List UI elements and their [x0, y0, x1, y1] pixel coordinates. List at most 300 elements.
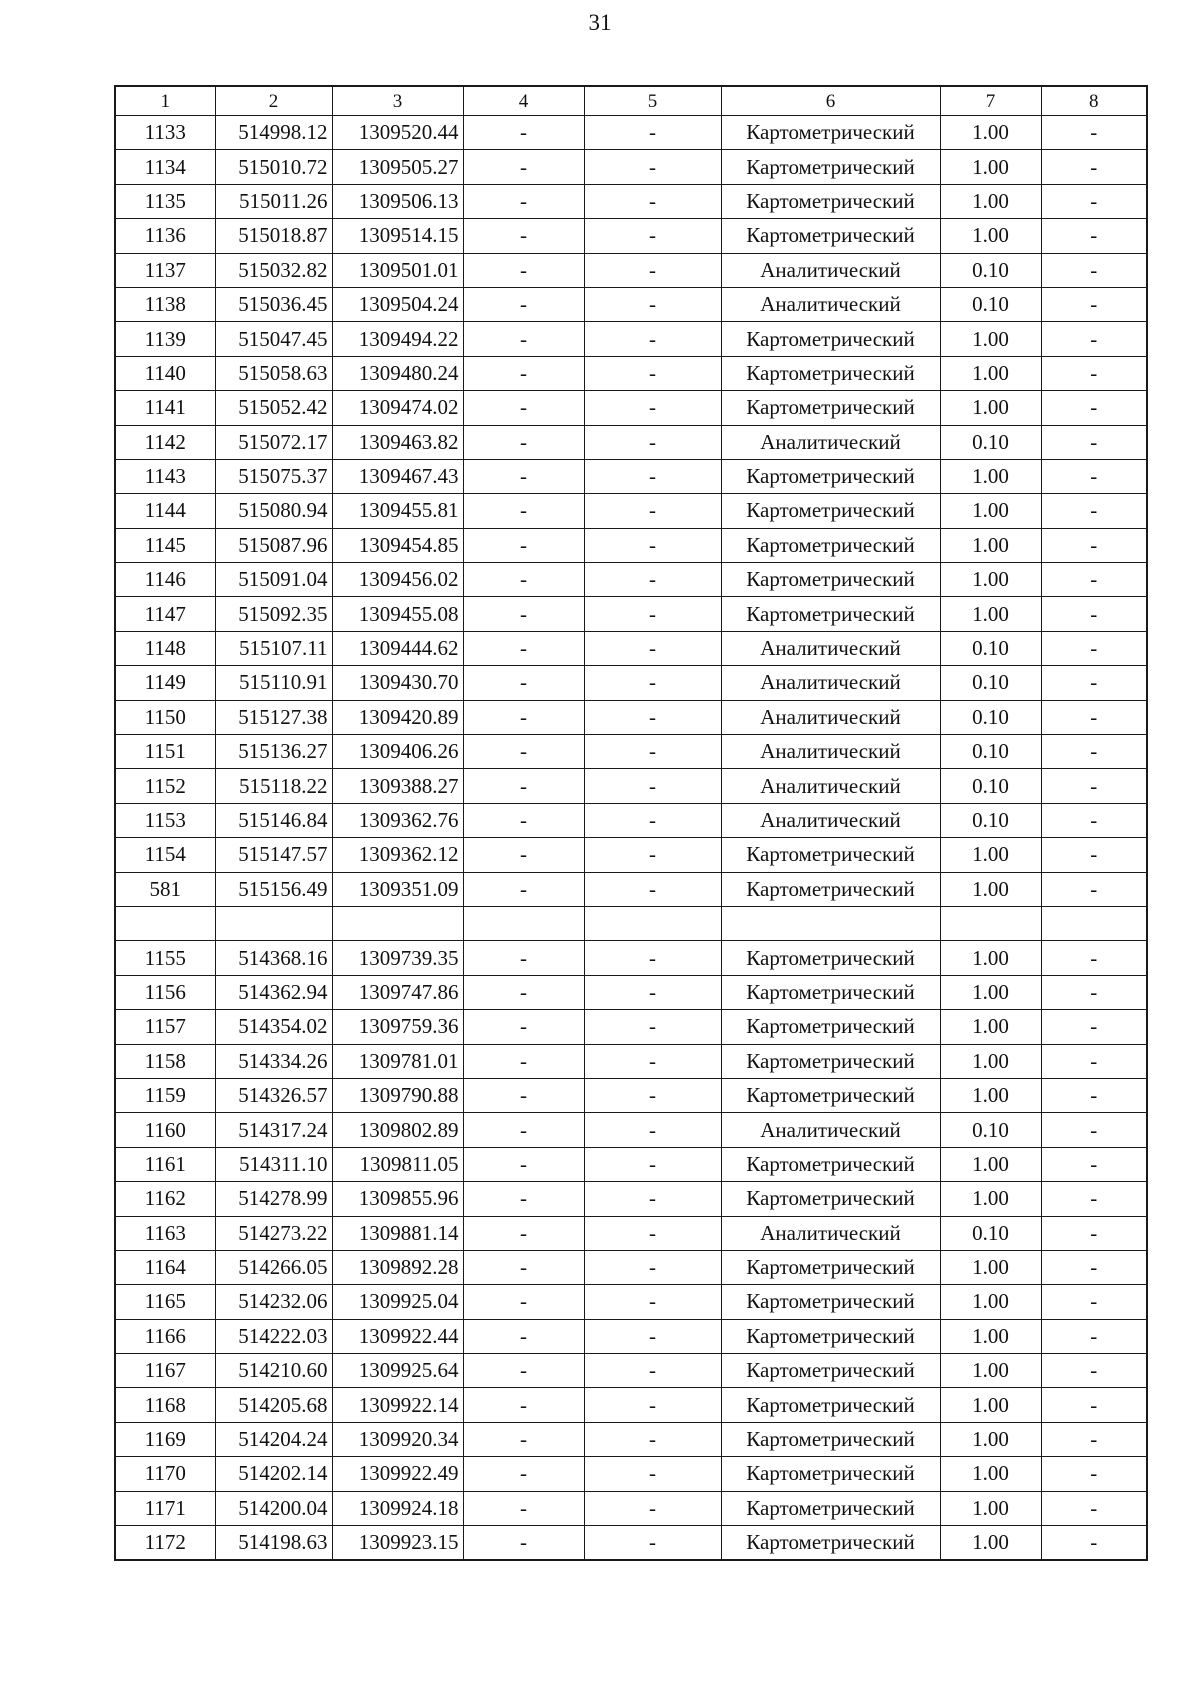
y-coordinate-cell: 1309444.62: [332, 631, 463, 665]
table-row: [115, 1388, 1147, 1422]
method-cell: Аналитический: [721, 425, 940, 459]
accuracy-cell: 1.00: [940, 184, 1041, 218]
y-coordinate-cell: 1309504.24: [332, 287, 463, 321]
method-cell: Картометрический: [721, 116, 940, 150]
col-4-value-cell: -: [463, 391, 584, 425]
table-body: [115, 86, 1147, 1560]
method-cell: Картометрический: [721, 975, 940, 1009]
method-cell: Картометрический: [721, 1250, 940, 1284]
col-5-value-cell: -: [584, 631, 721, 665]
x-coordinate-cell: 515052.42: [215, 391, 332, 425]
accuracy-cell: 1.00: [940, 1250, 1041, 1284]
x-coordinate-cell: 514368.16: [215, 941, 332, 975]
accuracy-cell: 0.10: [940, 1113, 1041, 1147]
accuracy-cell: 1.00: [940, 219, 1041, 253]
y-coordinate-cell: [332, 906, 463, 940]
accuracy-cell: 0.10: [940, 769, 1041, 803]
accuracy-cell: 1.00: [940, 356, 1041, 390]
point-number-cell: 1158: [115, 1044, 215, 1078]
y-coordinate-cell: 1309506.13: [332, 184, 463, 218]
accuracy-cell: 1.00: [940, 838, 1041, 872]
accuracy-cell: 0.10: [940, 631, 1041, 665]
col-8-value-cell: -: [1041, 391, 1147, 425]
point-number-cell: 1167: [115, 1354, 215, 1388]
point-number-cell: 1172: [115, 1526, 215, 1561]
col-5-value-cell: -: [584, 803, 721, 837]
method-cell: Картометрический: [721, 597, 940, 631]
method-cell: Картометрический: [721, 1010, 940, 1044]
col-4-value-cell: -: [463, 838, 584, 872]
x-coordinate-cell: 515018.87: [215, 219, 332, 253]
y-coordinate-cell: 1309790.88: [332, 1078, 463, 1112]
col-4-value-cell: -: [463, 219, 584, 253]
y-coordinate-cell: 1309802.89: [332, 1113, 463, 1147]
method-cell: Картометрический: [721, 1526, 940, 1561]
col-4-value-cell: -: [463, 1319, 584, 1353]
table-row: [115, 1457, 1147, 1491]
point-number-cell: 1152: [115, 769, 215, 803]
col-5-value-cell: -: [584, 391, 721, 425]
col-8-value-cell: -: [1041, 253, 1147, 287]
table-row: [115, 803, 1147, 837]
y-coordinate-cell: 1309480.24: [332, 356, 463, 390]
col-5-value-cell: -: [584, 666, 721, 700]
point-number-cell: 1138: [115, 287, 215, 321]
col-8-value-cell: -: [1041, 528, 1147, 562]
accuracy-cell: 1.00: [940, 872, 1041, 906]
method-cell: Аналитический: [721, 1113, 940, 1147]
table-row: [115, 1078, 1147, 1112]
col-5-value-cell: -: [584, 425, 721, 459]
col-5-value-cell: -: [584, 941, 721, 975]
col-8-value-cell: -: [1041, 1182, 1147, 1216]
y-coordinate-cell: 1309454.85: [332, 528, 463, 562]
accuracy-cell: 1.00: [940, 597, 1041, 631]
y-coordinate-cell: 1309455.81: [332, 494, 463, 528]
x-coordinate-cell: 514998.12: [215, 116, 332, 150]
col-5-value-cell: -: [584, 872, 721, 906]
x-coordinate-cell: 515032.82: [215, 253, 332, 287]
table-row: [115, 116, 1147, 150]
x-coordinate-cell: 515091.04: [215, 563, 332, 597]
accuracy-cell: 1.00: [940, 1388, 1041, 1422]
col-4-value-cell: -: [463, 700, 584, 734]
x-coordinate-cell: 514317.24: [215, 1113, 332, 1147]
x-coordinate-cell: 514198.63: [215, 1526, 332, 1561]
col-5-value-cell: -: [584, 1388, 721, 1422]
point-number-cell: 1147: [115, 597, 215, 631]
table-row: [115, 1285, 1147, 1319]
method-cell: Картометрический: [721, 1182, 940, 1216]
col-5-value-cell: -: [584, 769, 721, 803]
y-coordinate-cell: 1309759.36: [332, 1010, 463, 1044]
col-4-value-cell: -: [463, 494, 584, 528]
accuracy-cell: 1.00: [940, 1457, 1041, 1491]
y-coordinate-cell: 1309388.27: [332, 769, 463, 803]
col-8-value-cell: -: [1041, 219, 1147, 253]
method-cell: Картометрический: [721, 1354, 940, 1388]
col-8-value-cell: -: [1041, 803, 1147, 837]
method-cell: Картометрический: [721, 356, 940, 390]
x-coordinate-cell: 515118.22: [215, 769, 332, 803]
y-coordinate-cell: 1309892.28: [332, 1250, 463, 1284]
accuracy-cell: 0.10: [940, 253, 1041, 287]
y-coordinate-cell: 1309351.09: [332, 872, 463, 906]
col-8-value-cell: -: [1041, 872, 1147, 906]
col-4-value-cell: -: [463, 1113, 584, 1147]
col-5-value-cell: -: [584, 1526, 721, 1561]
table-row: [115, 528, 1147, 562]
x-coordinate-cell: 514205.68: [215, 1388, 332, 1422]
col-4-value-cell: -: [463, 631, 584, 665]
point-number-cell: 1144: [115, 494, 215, 528]
accuracy-cell: 1.00: [940, 1526, 1041, 1561]
point-number-cell: 1137: [115, 253, 215, 287]
point-number-cell: 1134: [115, 150, 215, 184]
col-5-value-cell: -: [584, 116, 721, 150]
table-header-row: [115, 86, 1147, 116]
accuracy-cell: 1.00: [940, 494, 1041, 528]
method-cell: Аналитический: [721, 666, 940, 700]
point-number-cell: 1143: [115, 459, 215, 493]
col-4-value-cell: -: [463, 769, 584, 803]
table-row: [115, 769, 1147, 803]
table-row: [115, 1354, 1147, 1388]
x-coordinate-cell: 514210.60: [215, 1354, 332, 1388]
col-4-value-cell: -: [463, 666, 584, 700]
col-8-value-cell: -: [1041, 425, 1147, 459]
table-separator-row: [115, 906, 1147, 940]
y-coordinate-cell: 1309474.02: [332, 391, 463, 425]
col-8-value-cell: -: [1041, 494, 1147, 528]
y-coordinate-cell: 1309925.04: [332, 1285, 463, 1319]
method-cell: Картометрический: [721, 1457, 940, 1491]
method-cell: Картометрический: [721, 184, 940, 218]
accuracy-cell: 1.00: [940, 150, 1041, 184]
y-coordinate-cell: 1309920.34: [332, 1422, 463, 1456]
method-cell: Картометрический: [721, 563, 940, 597]
col-4-value-cell: -: [463, 356, 584, 390]
accuracy-cell: 0.10: [940, 666, 1041, 700]
y-coordinate-cell: 1309747.86: [332, 975, 463, 1009]
accuracy-cell: 1.00: [940, 1010, 1041, 1044]
col-4-value-cell: -: [463, 150, 584, 184]
col-4-value-cell: -: [463, 597, 584, 631]
point-number-cell: 1135: [115, 184, 215, 218]
col-5-value-cell: -: [584, 563, 721, 597]
method-cell: Картометрический: [721, 1078, 940, 1112]
x-coordinate-cell: 515146.84: [215, 803, 332, 837]
y-coordinate-cell: 1309924.18: [332, 1491, 463, 1525]
x-coordinate-cell: 515047.45: [215, 322, 332, 356]
col-8-value-cell: -: [1041, 1078, 1147, 1112]
point-number-cell: 1161: [115, 1147, 215, 1181]
point-number-cell: 1171: [115, 1491, 215, 1525]
x-coordinate-cell: 515010.72: [215, 150, 332, 184]
col-5-value-cell: -: [584, 1216, 721, 1250]
y-coordinate-cell: 1309922.14: [332, 1388, 463, 1422]
method-cell: Аналитический: [721, 803, 940, 837]
col-8-value-cell: -: [1041, 735, 1147, 769]
col-5-value-cell: -: [584, 1422, 721, 1456]
table-row: [115, 1526, 1147, 1561]
col-5-value-cell: -: [584, 528, 721, 562]
col-4-value-cell: -: [463, 1044, 584, 1078]
table-row: [115, 1216, 1147, 1250]
x-coordinate-cell: 515107.11: [215, 631, 332, 665]
col-5-value-cell: -: [584, 1044, 721, 1078]
col-5-value-cell: -: [584, 1078, 721, 1112]
col-4-value-cell: -: [463, 1388, 584, 1422]
col-4-value-cell: -: [463, 1078, 584, 1112]
x-coordinate-cell: 515110.91: [215, 666, 332, 700]
point-number-cell: 1156: [115, 975, 215, 1009]
point-number-cell: 1155: [115, 941, 215, 975]
y-coordinate-cell: 1309923.15: [332, 1526, 463, 1561]
point-number-cell: 1133: [115, 116, 215, 150]
accuracy-cell: 1.00: [940, 563, 1041, 597]
col-8-value-cell: -: [1041, 1044, 1147, 1078]
col-4-value-cell: -: [463, 1285, 584, 1319]
col-8-value-cell: -: [1041, 1491, 1147, 1525]
col-5-value-cell: -: [584, 1285, 721, 1319]
col-5-value-cell: -: [584, 735, 721, 769]
col-8-value-cell: -: [1041, 631, 1147, 665]
y-coordinate-cell: 1309520.44: [332, 116, 463, 150]
accuracy-cell: 0.10: [940, 735, 1041, 769]
table-row: [115, 150, 1147, 184]
method-cell: Аналитический: [721, 700, 940, 734]
table-row: [115, 1147, 1147, 1181]
x-coordinate-cell: 514200.04: [215, 1491, 332, 1525]
point-number-cell: 1145: [115, 528, 215, 562]
col-5-value-cell: -: [584, 1182, 721, 1216]
x-coordinate-cell: 514326.57: [215, 1078, 332, 1112]
table-row: [115, 597, 1147, 631]
x-coordinate-cell: 515058.63: [215, 356, 332, 390]
col-5-value-cell: -: [584, 322, 721, 356]
table-row: [115, 735, 1147, 769]
y-coordinate-cell: 1309855.96: [332, 1182, 463, 1216]
table-row: [115, 1250, 1147, 1284]
col-8-value-cell: -: [1041, 1147, 1147, 1181]
point-number-cell: 1168: [115, 1388, 215, 1422]
table-row: [115, 356, 1147, 390]
col-8-value-cell: -: [1041, 184, 1147, 218]
y-coordinate-cell: 1309406.26: [332, 735, 463, 769]
y-coordinate-cell: 1309456.02: [332, 563, 463, 597]
method-cell: Картометрический: [721, 322, 940, 356]
col-8-value-cell: -: [1041, 1250, 1147, 1284]
col-4-value-cell: -: [463, 735, 584, 769]
table-row: [115, 494, 1147, 528]
table-row: [115, 941, 1147, 975]
point-number-cell: 1139: [115, 322, 215, 356]
point-number-cell: 1160: [115, 1113, 215, 1147]
col-8-value-cell: -: [1041, 838, 1147, 872]
y-coordinate-cell: 1309463.82: [332, 425, 463, 459]
point-number-cell: [115, 906, 215, 940]
point-number-cell: 1163: [115, 1216, 215, 1250]
point-number-cell: 1170: [115, 1457, 215, 1491]
method-cell: Картометрический: [721, 1319, 940, 1353]
x-coordinate-cell: 515080.94: [215, 494, 332, 528]
col-4-value-cell: -: [463, 1147, 584, 1181]
method-cell: Аналитический: [721, 735, 940, 769]
method-cell: Картометрический: [721, 838, 940, 872]
col-8-value-cell: -: [1041, 975, 1147, 1009]
col-5-value-cell: -: [584, 356, 721, 390]
accuracy-cell: 1.00: [940, 1147, 1041, 1181]
x-coordinate-cell: 514311.10: [215, 1147, 332, 1181]
column-header-6: 6: [721, 86, 940, 116]
accuracy-cell: 1.00: [940, 1285, 1041, 1319]
col-5-value-cell: -: [584, 1319, 721, 1353]
point-number-cell: 1141: [115, 391, 215, 425]
col-8-value-cell: -: [1041, 287, 1147, 321]
method-cell: [721, 906, 940, 940]
y-coordinate-cell: 1309922.44: [332, 1319, 463, 1353]
col-8-value-cell: -: [1041, 563, 1147, 597]
accuracy-cell: 1.00: [940, 116, 1041, 150]
y-coordinate-cell: 1309514.15: [332, 219, 463, 253]
y-coordinate-cell: 1309505.27: [332, 150, 463, 184]
column-header-7: 7: [940, 86, 1041, 116]
col-5-value-cell: -: [584, 838, 721, 872]
method-cell: Картометрический: [721, 1388, 940, 1422]
col-8-value-cell: -: [1041, 769, 1147, 803]
col-5-value-cell: -: [584, 287, 721, 321]
x-coordinate-cell: [215, 906, 332, 940]
x-coordinate-cell: 515087.96: [215, 528, 332, 562]
point-number-cell: 1162: [115, 1182, 215, 1216]
col-5-value-cell: -: [584, 1147, 721, 1181]
col-5-value-cell: -: [584, 1354, 721, 1388]
method-cell: Картометрический: [721, 391, 940, 425]
column-header-8: 8: [1041, 86, 1147, 116]
table-row: [115, 563, 1147, 597]
col-4-value-cell: -: [463, 287, 584, 321]
table-row: [115, 322, 1147, 356]
col-4-value-cell: -: [463, 1491, 584, 1525]
col-8-value-cell: [1041, 906, 1147, 940]
point-number-cell: 1140: [115, 356, 215, 390]
col-8-value-cell: -: [1041, 1113, 1147, 1147]
method-cell: Аналитический: [721, 631, 940, 665]
accuracy-cell: 0.10: [940, 425, 1041, 459]
y-coordinate-cell: 1309362.12: [332, 838, 463, 872]
table-row: [115, 872, 1147, 906]
y-coordinate-cell: 1309922.49: [332, 1457, 463, 1491]
point-number-cell: 1164: [115, 1250, 215, 1284]
table-row: [115, 1422, 1147, 1456]
method-cell: Картометрический: [721, 1044, 940, 1078]
col-8-value-cell: -: [1041, 1354, 1147, 1388]
col-5-value-cell: -: [584, 1010, 721, 1044]
method-cell: Картометрический: [721, 219, 940, 253]
col-8-value-cell: -: [1041, 1285, 1147, 1319]
accuracy-cell: 1.00: [940, 1319, 1041, 1353]
col-4-value-cell: -: [463, 1250, 584, 1284]
col-4-value-cell: -: [463, 1182, 584, 1216]
y-coordinate-cell: 1309925.64: [332, 1354, 463, 1388]
method-cell: Картометрический: [721, 941, 940, 975]
col-4-value-cell: -: [463, 116, 584, 150]
col-4-value-cell: -: [463, 1526, 584, 1561]
x-coordinate-cell: 515072.17: [215, 425, 332, 459]
point-number-cell: 1159: [115, 1078, 215, 1112]
col-8-value-cell: -: [1041, 1216, 1147, 1250]
col-5-value-cell: [584, 906, 721, 940]
col-8-value-cell: -: [1041, 1319, 1147, 1353]
y-coordinate-cell: 1309501.01: [332, 253, 463, 287]
table-row: [115, 391, 1147, 425]
x-coordinate-cell: 514266.05: [215, 1250, 332, 1284]
col-8-value-cell: -: [1041, 597, 1147, 631]
accuracy-cell: 0.10: [940, 287, 1041, 321]
y-coordinate-cell: 1309881.14: [332, 1216, 463, 1250]
x-coordinate-cell: 515075.37: [215, 459, 332, 493]
table-row: [115, 287, 1147, 321]
col-4-value-cell: -: [463, 803, 584, 837]
x-coordinate-cell: 514204.24: [215, 1422, 332, 1456]
page-number: 31: [588, 10, 612, 35]
accuracy-cell: 1.00: [940, 391, 1041, 425]
coordinates-table: [114, 85, 1148, 1561]
col-8-value-cell: -: [1041, 666, 1147, 700]
col-4-value-cell: -: [463, 322, 584, 356]
method-cell: Аналитический: [721, 1216, 940, 1250]
point-number-cell: 1154: [115, 838, 215, 872]
x-coordinate-cell: 515136.27: [215, 735, 332, 769]
point-number-cell: 1157: [115, 1010, 215, 1044]
x-coordinate-cell: 515147.57: [215, 838, 332, 872]
x-coordinate-cell: 515036.45: [215, 287, 332, 321]
col-4-value-cell: -: [463, 1457, 584, 1491]
x-coordinate-cell: 514222.03: [215, 1319, 332, 1353]
col-5-value-cell: -: [584, 1113, 721, 1147]
x-coordinate-cell: 515127.38: [215, 700, 332, 734]
x-coordinate-cell: 514232.06: [215, 1285, 332, 1319]
x-coordinate-cell: 515092.35: [215, 597, 332, 631]
accuracy-cell: [940, 906, 1041, 940]
col-8-value-cell: -: [1041, 1526, 1147, 1561]
y-coordinate-cell: 1309781.01: [332, 1044, 463, 1078]
point-number-cell: 1169: [115, 1422, 215, 1456]
y-coordinate-cell: 1309420.89: [332, 700, 463, 734]
col-5-value-cell: -: [584, 150, 721, 184]
x-coordinate-cell: 514278.99: [215, 1182, 332, 1216]
col-4-value-cell: -: [463, 1354, 584, 1388]
table-row: [115, 975, 1147, 1009]
column-header-4: 4: [463, 86, 584, 116]
col-5-value-cell: -: [584, 494, 721, 528]
col-8-value-cell: -: [1041, 941, 1147, 975]
column-header-2: 2: [215, 86, 332, 116]
col-4-value-cell: -: [463, 1422, 584, 1456]
y-coordinate-cell: 1309430.70: [332, 666, 463, 700]
table-row: [115, 1491, 1147, 1525]
point-number-cell: 1149: [115, 666, 215, 700]
col-4-value-cell: -: [463, 872, 584, 906]
accuracy-cell: 1.00: [940, 1078, 1041, 1112]
method-cell: Картометрический: [721, 150, 940, 184]
point-number-cell: 1150: [115, 700, 215, 734]
col-5-value-cell: -: [584, 975, 721, 1009]
accuracy-cell: 1.00: [940, 528, 1041, 562]
col-5-value-cell: -: [584, 184, 721, 218]
x-coordinate-cell: 514334.26: [215, 1044, 332, 1078]
